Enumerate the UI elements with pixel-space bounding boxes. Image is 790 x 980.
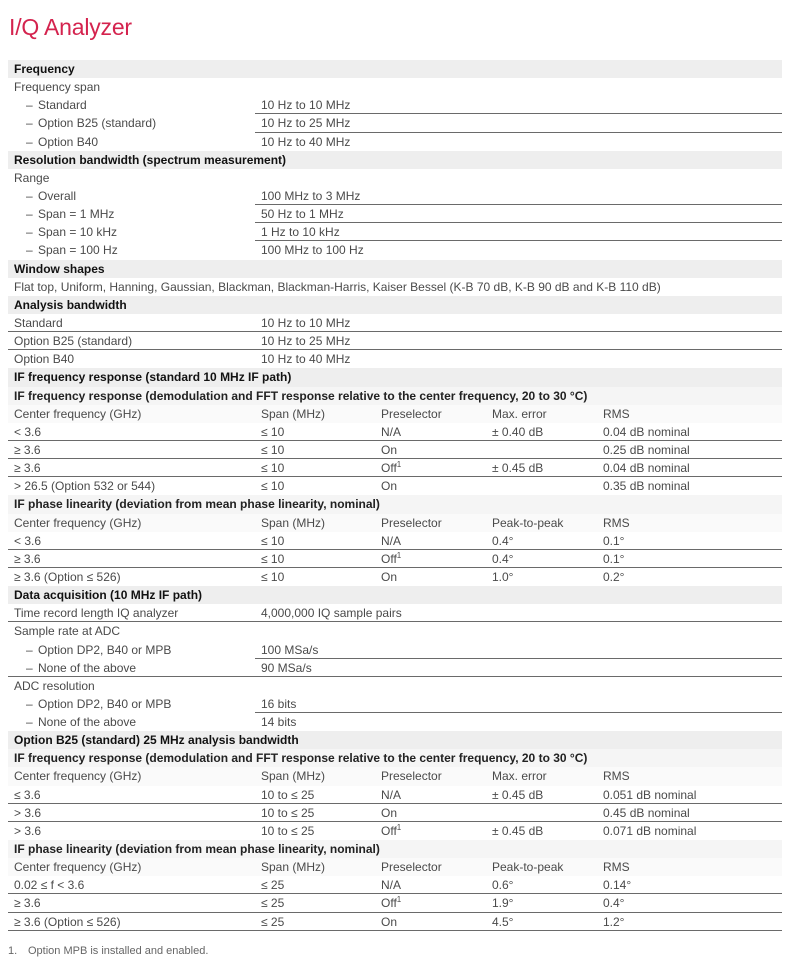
cell-text: ± 0.45 dB [492,823,544,838]
cell-text: N/A [381,878,402,893]
cell-text [381,876,401,894]
cell-text: Center frequency (GHz) [14,406,142,421]
cell-text: ≥ 3.6 [14,461,41,476]
table-row [8,804,782,822]
cell-text: Option B25 (standard) [14,334,133,349]
cell-text: 0.02 ≤ f < 3.6 [14,878,85,893]
cell-text [26,133,98,151]
cell-text: > 3.6 [14,823,42,838]
cell-text: – [26,116,33,131]
cell-text: 0.4° [492,533,514,548]
cell-text: ≤ 10 [261,551,285,566]
cell-text: Overall [38,188,77,203]
cell-text: – [26,207,33,222]
table-row [8,659,782,677]
table-row [8,205,782,223]
cell-text: 100 MSa/s [261,642,319,657]
cell-text: Option DP2, B40 or MPB [38,642,172,657]
table-row [8,568,782,586]
column-header-row [8,767,782,785]
cell-text [381,532,401,550]
cell-text: > 26.5 (Option 532 or 544) [14,479,156,494]
subsection-header [8,495,782,513]
cell-text: RMS [603,769,630,784]
cell-text: 4.5° [492,914,514,929]
cell-text: On [381,479,398,494]
section-header-data-acquisition [8,586,782,604]
cell-text: N/A [381,424,402,439]
table-row [8,876,782,894]
cell-text [26,695,171,713]
table-row [8,332,782,350]
column-header-row [8,405,782,423]
table-row [8,786,782,804]
cell-text: Off [381,896,397,911]
table-row [8,604,782,622]
cell-text: – [26,696,33,711]
cell-text: N/A [381,787,402,802]
table-row [8,278,782,296]
subsection-header [8,749,782,767]
cell-text [26,223,117,241]
cell-text: 0.4° [603,896,625,911]
cell-text: 0.071 dB nominal [603,823,697,838]
cell-text: Window shapes [14,261,105,276]
footnote [8,945,208,957]
cell-text [381,822,401,840]
cell-text: Standard [38,98,87,113]
subsection-header [8,387,782,405]
section-header-b25 [8,731,782,749]
cell-text: 10 Hz to 40 MHz [261,352,351,367]
cell-text: IF phase linearity (deviation from mean phase linearity, nominal) [14,497,380,512]
table-row [8,441,782,459]
cell-text: ≤ 10 [261,533,285,548]
cell-text: ≤ 3.6 [14,787,41,802]
cell-text: Preselector [381,860,442,875]
cell-text: 1 Hz to 10 kHz [261,225,340,240]
cell-text: 90 MSa/s [261,660,312,675]
cell-text: 1.2° [603,914,625,929]
cell-text: Preselector [381,515,442,530]
cell-text: > 3.6 [14,805,42,820]
footnote-text: Option MPB is installed and enabled. [28,945,209,957]
cell-text: 1.9° [492,896,514,911]
table-row [8,114,782,132]
cell-text: < 3.6 [14,533,42,548]
cell-text [381,441,397,459]
cell-text: 50 Hz to 1 MHz [261,207,344,222]
cell-text: 4,000,000 IQ sample pairs [261,606,402,621]
cell-text: ≤ 10 [261,479,285,494]
cell-text: – [26,243,33,258]
cell-text: – [26,188,33,203]
footnote-ref: 1 [396,550,402,560]
cell-text: – [26,642,33,657]
cell-text: Off [381,551,397,566]
table-row [8,913,782,931]
cell-text: Sample rate at ADC [14,624,121,639]
cell-text: 0.45 dB nominal [603,805,690,820]
cell-text: Max. error [492,769,547,784]
cell-text: None of the above [38,715,137,730]
cell-text: Span = 1 MHz [38,207,115,222]
table-row [8,459,782,477]
cell-text: 14 bits [261,715,297,730]
cell-text [26,713,136,731]
cell-text: 0.2° [603,569,625,584]
cell-text: ADC resolution [14,678,95,693]
table-row [8,641,782,659]
cell-text [381,804,397,822]
cell-text: ≤ 10 [261,569,285,584]
cell-text: Span = 100 Hz [38,243,118,258]
table-row [8,423,782,441]
table-row [8,550,782,568]
cell-text: 10 Hz to 10 MHz [261,315,351,330]
table-row [8,822,782,840]
cell-text: Peak-to-peak [492,860,564,875]
cell-text: 10 Hz to 25 MHz [261,334,351,349]
table-row [8,314,782,332]
table-row [8,133,782,151]
cell-text: 10 to ≤ 25 [261,787,315,802]
table-row [8,477,782,495]
cell-text: Preselector [381,406,442,421]
cell-text: Center frequency (GHz) [14,769,142,784]
table-row [8,350,782,368]
cell-text: Center frequency (GHz) [14,515,142,530]
cell-text: Option B40 [38,134,99,149]
cell-text: IF frequency response (demodulation and FFT response relative to the center frequency, 20 to 30 °C) [14,388,588,403]
cell-text: Resolution bandwidth (spectrum measurement) [14,152,287,167]
cell-text: N/A [381,533,402,548]
cell-text: ≤ 25 [261,914,285,929]
cell-text [381,459,401,477]
footnote-ref: 1 [396,895,402,905]
table-row [8,695,782,713]
cell-text [381,550,401,568]
cell-text: Span (MHz) [261,860,326,875]
cell-text [26,114,156,132]
table-row [8,78,782,96]
row-label: Frequency span [14,80,101,95]
cell-text: 0.35 dB nominal [603,479,690,494]
cell-text [381,786,401,804]
cell-text: RMS [603,406,630,421]
cell-text: 10 Hz to 40 MHz [261,134,351,149]
cell-text [26,241,118,259]
cell-text: ≥ 3.6 (Option ≤ 526) [14,569,121,584]
cell-text [26,205,114,223]
page-title: I/Q Analyzer [9,14,132,40]
cell-text: On [381,442,398,457]
cell-text: ≤ 10 [261,424,285,439]
cell-text: IF frequency response (standard 10 MHz IF path) [14,370,292,385]
cell-text: Option B25 (standard) 25 MHz analysis bandwidth [14,733,299,748]
cell-text [381,894,401,912]
cell-text: Max. error [492,406,547,421]
cell-text: ≤ 25 [261,878,285,893]
cell-text: 0.04 dB nominal [603,424,690,439]
cell-text: ± 0.40 dB [492,424,544,439]
cell-text: ≤ 10 [261,442,285,457]
cell-text: 100 MHz to 100 Hz [261,243,364,258]
section-header-frequency [8,60,782,78]
cell-text: 16 bits [261,696,297,711]
table-row [8,187,782,205]
cell-text: Range [14,170,50,185]
cell-text: ≥ 3.6 [14,442,41,457]
cell-text: Standard [14,315,63,330]
spec-table [8,60,782,931]
cell-text: IF phase linearity (deviation from mean phase linearity, nominal) [14,842,380,857]
cell-text: 0.051 dB nominal [603,787,697,802]
footnote-number: 1. [8,945,18,957]
subsection-header [8,840,782,858]
cell-text: – [26,98,33,113]
cell-text: RMS [603,515,630,530]
cell-text: – [26,660,33,675]
section-header-window-shapes [8,260,782,278]
cell-text: Option B40 [14,352,75,367]
cell-text: On [381,569,398,584]
cell-text: ≥ 3.6 [14,551,41,566]
footnote-ref: 1 [396,822,402,832]
cell-text [26,659,136,677]
cell-text [381,477,397,495]
table-row [8,622,782,640]
table-row [8,677,782,695]
cell-text: Span (MHz) [261,515,326,530]
cell-text: Time record length IQ analyzer [14,606,179,621]
cell-text: 10 to ≤ 25 [261,805,315,820]
cell-text: ± 0.45 dB [492,787,544,802]
cell-text: Option B25 (standard) [38,116,157,131]
cell-text: 10 Hz to 25 MHz [261,116,351,131]
table-row [8,894,782,912]
cell-text: Flat top, Uniform, Hanning, Gaussian, Blackman, Blackman-Harris, Kaiser Bessel (K-B 70 dB, K-B 90 dB and K-B 110 dB) [14,279,661,294]
cell-text [381,423,401,441]
table-row [8,169,782,187]
cell-text: Off [381,823,397,838]
cell-text: Center frequency (GHz) [14,860,142,875]
cell-text: 0.1° [603,551,625,566]
cell-text: RMS [603,860,630,875]
cell-text: ≤ 10 [261,461,285,476]
cell-text: 0.4° [492,551,514,566]
column-header-row [8,514,782,532]
cell-text [381,913,397,931]
cell-text: None of the above [38,660,137,675]
table-row [8,241,782,259]
section-header-analysis-bandwidth [8,296,782,314]
cell-text: – [26,715,33,730]
cell-text: < 3.6 [14,424,42,439]
cell-text: – [26,225,33,240]
cell-text: ≥ 3.6 (Option ≤ 526) [14,914,121,929]
cell-text: Option DP2, B40 or MPB [38,696,172,711]
cell-text: 1.0° [492,569,514,584]
cell-text: On [381,805,398,820]
footnote-ref: 1 [396,460,402,470]
cell-text [26,187,76,205]
cell-text: Preselector [381,769,442,784]
section-header-rbw [8,151,782,169]
table-row [8,713,782,731]
cell-text: 0.6° [492,878,514,893]
cell-text: ≤ 25 [261,896,285,911]
cell-text: Span = 10 kHz [38,225,118,240]
cell-text: IF frequency response (demodulation and FFT response relative to the center frequency, 20 to 30 °C) [14,751,588,766]
cell-text: Span (MHz) [261,769,326,784]
cell-text: 100 MHz to 3 MHz [261,188,361,203]
cell-text: Analysis bandwidth [14,297,127,312]
cell-text: 0.1° [603,533,625,548]
cell-text: 0.14° [603,878,632,893]
cell-text [26,96,87,114]
cell-text: ≥ 3.6 [14,896,41,911]
cell-text: 10 Hz to 10 MHz [261,98,351,113]
cell-text: 10 to ≤ 25 [261,823,315,838]
cell-text: 0.04 dB nominal [603,461,690,476]
cell-text [26,641,171,659]
cell-text: Peak-to-peak [492,515,564,530]
cell-text: – [26,134,33,149]
section-header-if-response [8,368,782,386]
cell-text: Data acquisition (10 MHz IF path) [14,588,203,603]
table-row [8,96,782,114]
cell-text: Span (MHz) [261,406,326,421]
cell-text: On [381,914,398,929]
cell-text: 0.25 dB nominal [603,442,690,457]
table-row [8,223,782,241]
column-header-row [8,858,782,876]
cell-text: Frequency [14,62,75,76]
cell-text: Off [381,461,397,476]
cell-text: ± 0.45 dB [492,461,544,476]
cell-text [381,568,397,586]
table-row [8,532,782,550]
